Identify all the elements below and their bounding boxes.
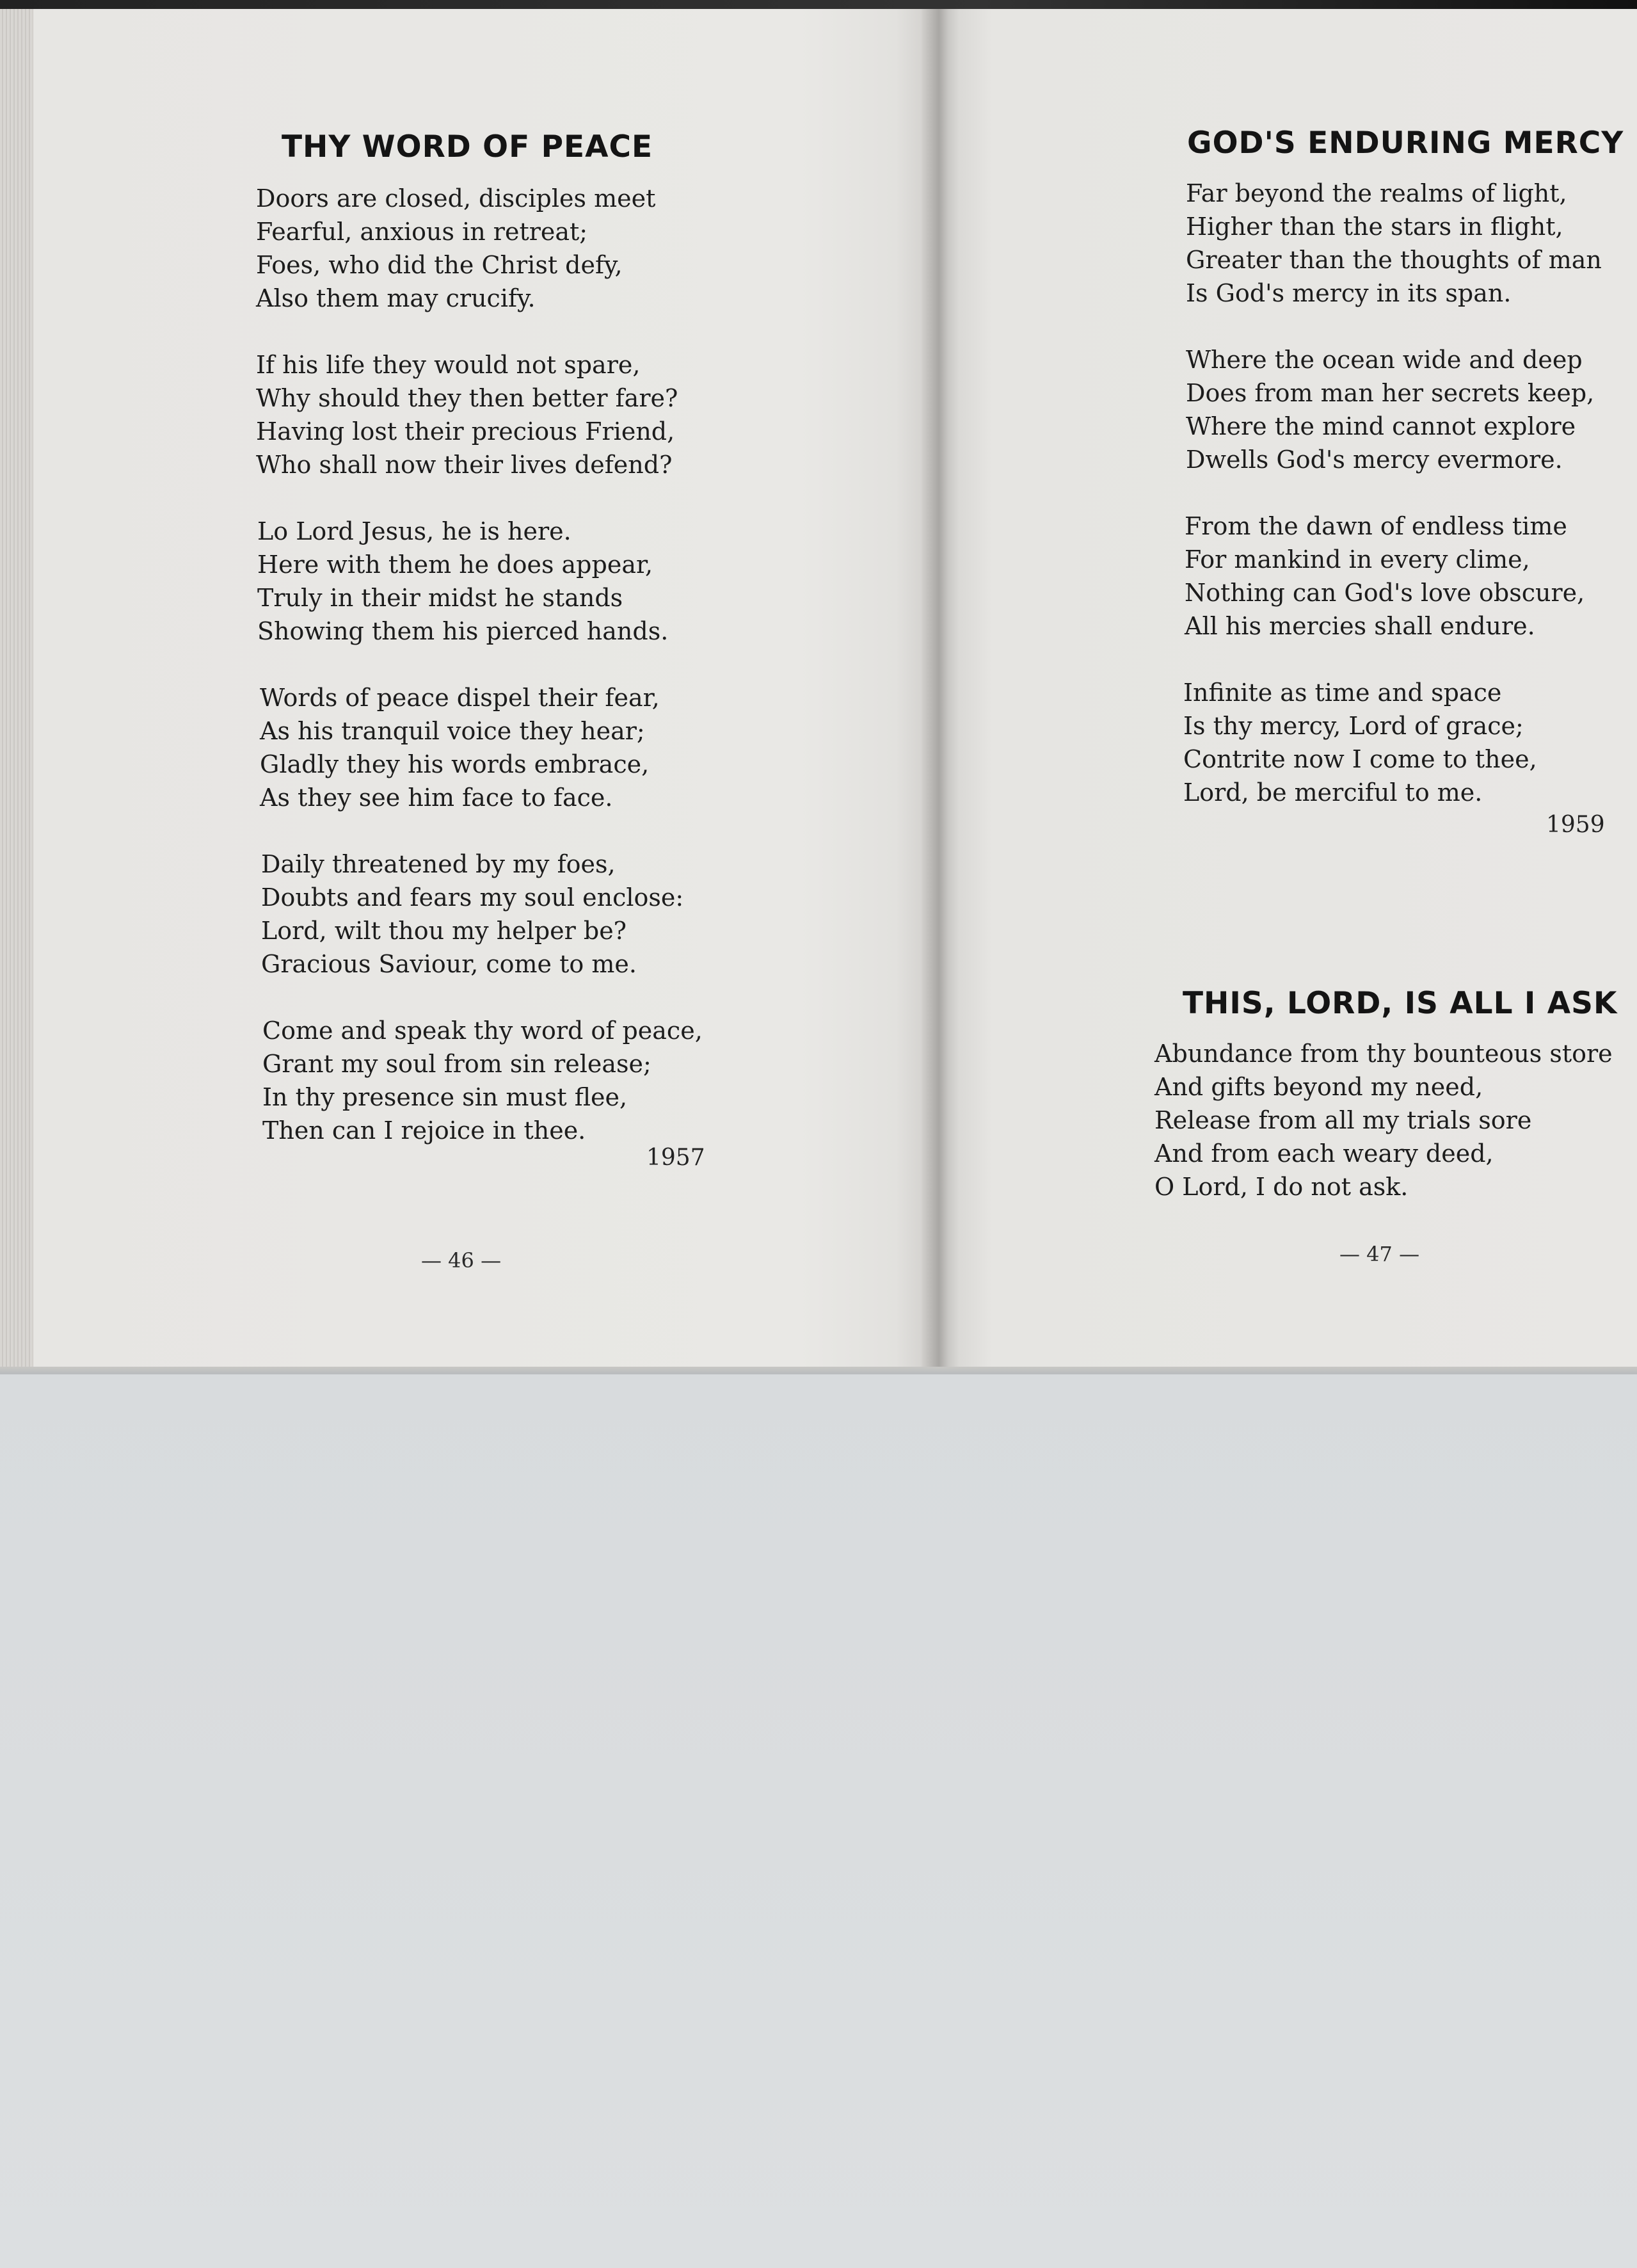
poem-line: Having lost their precious Friend, (256, 417, 675, 446)
poem-line: As his tranquil voice they hear; (260, 717, 645, 745)
poem-line: Words of peace dispel their fear, (260, 684, 660, 712)
poem-line: Dwells God's mercy evermore. (1186, 446, 1563, 474)
poem-line: Why should they then better fare? (256, 384, 678, 412)
poem-line: Doors are closed, disciples meet (256, 184, 656, 213)
poem-line: From the dawn of endless time (1185, 512, 1567, 540)
page-number-left: — 46 — (421, 1248, 502, 1273)
poem-line: And from each weary deed, (1154, 1139, 1494, 1168)
poem-line: Nothing can God's love obscure, (1185, 579, 1585, 607)
poem-line: Truly in their midst he stands (257, 584, 623, 612)
stanza-6 (262, 1014, 703, 1147)
poem-line: Contrite now I come to thee, (1183, 745, 1537, 773)
stanza-4 (1183, 676, 1537, 809)
poem-line: Lord, be merciful to me. (1183, 778, 1483, 807)
stanza-1 (1186, 177, 1602, 310)
stanza-5 (261, 848, 683, 981)
poem-line: Showing them his pierced hands. (257, 617, 669, 645)
stanza-3 (257, 515, 668, 648)
poem-line: Daily threatened by my foes, (261, 850, 616, 878)
page-edges (0, 9, 33, 1373)
poem-line: All his mercies shall endure. (1185, 612, 1535, 640)
poem-line: Abundance from thy bounteous store (1154, 1040, 1613, 1068)
poem-line: Fearful, anxious in retreat; (256, 218, 588, 246)
stanza-3 (1185, 510, 1585, 643)
poem-line: As they see him face to face. (260, 784, 613, 812)
poem-line: For mankind in every clime, (1185, 545, 1530, 574)
poem-line: Gracious Saviour, come to me. (261, 950, 637, 978)
poem-line: Lo Lord Jesus, he is here. (257, 517, 571, 545)
poem-line: Then can I rejoice in thee. (262, 1116, 586, 1145)
poem-line: Is God's mercy in its span. (1186, 279, 1512, 307)
book-gutter (922, 9, 960, 1373)
scan-top-edge (0, 0, 1637, 9)
poem-line: Grant my soul from sin release; (262, 1050, 651, 1078)
stanza-4 (260, 681, 660, 814)
poem-line: Foes, who did the Christ defy, (256, 251, 623, 279)
poem-line: Release from all my trials sore (1154, 1106, 1532, 1134)
poem-line: Is thy mercy, Lord of grace; (1183, 712, 1524, 740)
poem-line: Where the ocean wide and deep (1186, 346, 1583, 374)
poem-line: Lord, wilt thou my helper be? (261, 917, 627, 945)
poem-title-this-lord-is-all-i-ask: THIS, LORD, IS ALL I ASK (1183, 986, 1618, 1021)
poem-line: Doubts and fears my soul enclose: (261, 883, 684, 912)
poem-title-gods-enduring-mercy: GOD'S ENDURING MERCY (1187, 125, 1624, 161)
poem-line: And gifts beyond my need, (1154, 1073, 1483, 1101)
poem-line: Far beyond the realms of light, (1186, 179, 1567, 207)
poem-line: Here with them he does appear, (257, 551, 653, 579)
poem-line: Come and speak thy word of peace, (262, 1017, 703, 1045)
stanza-1 (1154, 1037, 1613, 1203)
poem-year: 1959 (1546, 812, 1605, 838)
poem-line: Gladly they his words embrace, (260, 750, 650, 778)
stanza-2 (256, 348, 678, 481)
poem-title-thy-word-of-peace: THY WORD OF PEACE (282, 129, 653, 165)
poem-line: Infinite as time and space (1183, 679, 1502, 707)
book-bottom-edge (0, 1367, 1637, 1374)
poem-line: Greater than the thoughts of man (1186, 246, 1602, 274)
stanza-1 (256, 182, 655, 315)
poem-line: Where the mind cannot explore (1186, 412, 1576, 440)
poem-line: O Lord, I do not ask. (1154, 1173, 1409, 1201)
poem-line: Does from man her secrets keep, (1186, 379, 1595, 407)
poem-line: In thy presence sin must flee, (262, 1083, 628, 1111)
poem-year: 1957 (646, 1145, 705, 1171)
poem-line: Higher than the stars in flight, (1186, 213, 1563, 241)
page-number-right: — 47 — (1339, 1242, 1420, 1266)
poem-line: Also them may crucify. (256, 284, 536, 312)
poem-line: If his life they would not spare, (256, 351, 641, 379)
stanza-2 (1186, 343, 1594, 476)
poem-line: Who shall now their lives defend? (256, 451, 673, 479)
